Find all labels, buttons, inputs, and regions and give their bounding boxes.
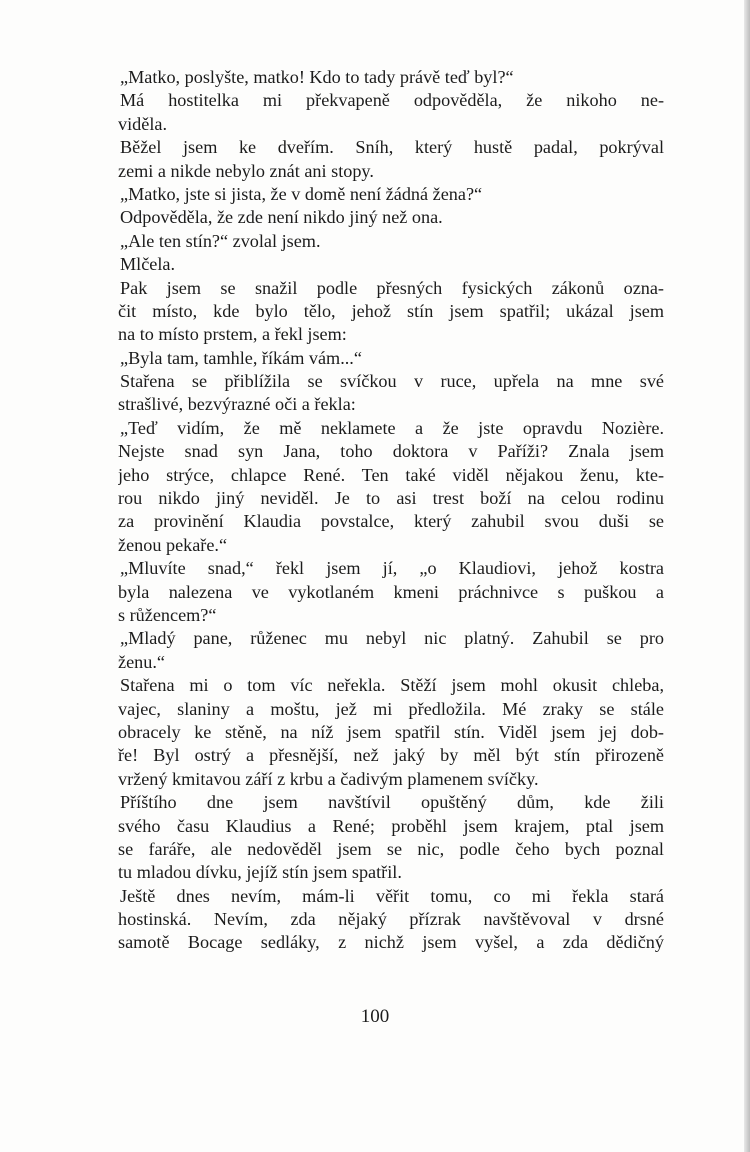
text-line: za provinění Klaudia povstalce, který zahubil svou duši se <box>118 511 664 532</box>
text-line: „Matko, poslyšte, matko! Kdo to tady právě teď byl?“ <box>120 67 514 87</box>
text-line: Odpověděla, že zde není nikdo jiný než ona. <box>120 207 443 228</box>
text-line: jeho strýce, chlapce René. Ten také viděl nějakou ženu, kte- <box>118 464 664 485</box>
text-line: Ještě dnes nevím, mám-li věřit tomu, co mi řekla stará <box>120 885 664 906</box>
text-line: Příštího dne jsem navštívil opuštěný dům, kde žili <box>120 792 664 813</box>
text-line: viděla. <box>118 113 167 134</box>
page-number: 100 <box>360 1006 390 1027</box>
text-line: ženu.“ <box>118 651 165 672</box>
text-line: Má hostitelka mi překvapeně odpověděla, že nikoho ne- <box>120 90 664 111</box>
text-line: rou nikdo jiný neviděl. Je to asi trest boží na celou rodinu <box>118 488 664 509</box>
text-line: s růžencem?“ <box>118 604 217 625</box>
text-line: obracely ke stěně, na níž jsem spatřil stín. Viděl jsem jej dob- <box>118 721 664 742</box>
text-line: vržený kmitavou září z krbu a čadivým plamenem svíčky. <box>118 768 539 789</box>
text-line: „Teď vidím, že mě neklamete a že jste opravdu Nozière. <box>120 417 664 438</box>
text-line: zemi a nikde nebylo znát ani stopy. <box>118 160 374 181</box>
text-line: Nejste snad syn Jana, toho doktora v Paříži? Znala jsem <box>118 441 664 462</box>
text-line: ře! Byl ostrý a přesnější, než jaký by měl být stín přirozeně <box>118 745 664 766</box>
text-line: Běžel jsem ke dveřím. Sníh, který hustě padal, pokrýval <box>120 137 664 158</box>
text-line: ženou pekaře.“ <box>118 534 228 555</box>
text-line: Stařena mi o tom víc neřekla. Stěží jsem mohl okusit chleba, <box>120 675 664 696</box>
text-line: strašlivé, bezvýrazné oči a řekla: <box>118 394 356 415</box>
text-line: Mlčela. <box>120 254 176 275</box>
text-line: na to místo prstem, a řekl jsem: <box>118 324 347 345</box>
text-line: „Mladý pane, růženec mu nebyl nic platný. Zahubil se pro <box>120 628 664 649</box>
page-edge-shadow <box>744 0 750 1152</box>
text-line: Stařena se přiblížila se svíčkou v ruce, upřela na mne své <box>120 371 664 392</box>
text-line: „Ale ten stín?“ zvolal jsem. <box>120 230 321 251</box>
text-line: čit místo, kde bylo tělo, jehož stín jsem spatřil; ukázal jsem <box>118 300 664 321</box>
text-line: hostinská. Nevím, zda nějaký přízrak navštěvoval v drsné <box>118 909 664 930</box>
text-line: Pak jsem se snažil podle přesných fysických zákonů ozna- <box>120 277 664 298</box>
text-line: byla nalezena ve vykotlaném kmeni práchnivce s puškou a <box>118 581 664 602</box>
body-text <box>118 66 664 955</box>
text-line: vajec, slaniny a moštu, jež mi předložila. Mé zraky se stále <box>118 698 664 719</box>
text-line: samotě Bocage sedláky, z nichž jsem vyšel, a zda dědičný <box>118 932 664 953</box>
text-line: „Matko, jste si jista, že v domě není žádná žena?“ <box>120 183 483 204</box>
text-line: tu mladou dívku, jejíž stín jsem spatřil. <box>118 862 402 883</box>
text-line: „Mluvíte snad,“ řekl jsem jí, „o Klaudiovi, jehož kostra <box>120 558 664 579</box>
text-line: „Byla tam, tamhle, říkám vám...“ <box>120 347 362 368</box>
text-line: se faráře, ale nedověděl jsem se nic, podle čeho bych poznal <box>118 838 664 859</box>
text-line: svého času Klaudius a René; proběhl jsem krajem, ptal jsem <box>118 815 664 836</box>
